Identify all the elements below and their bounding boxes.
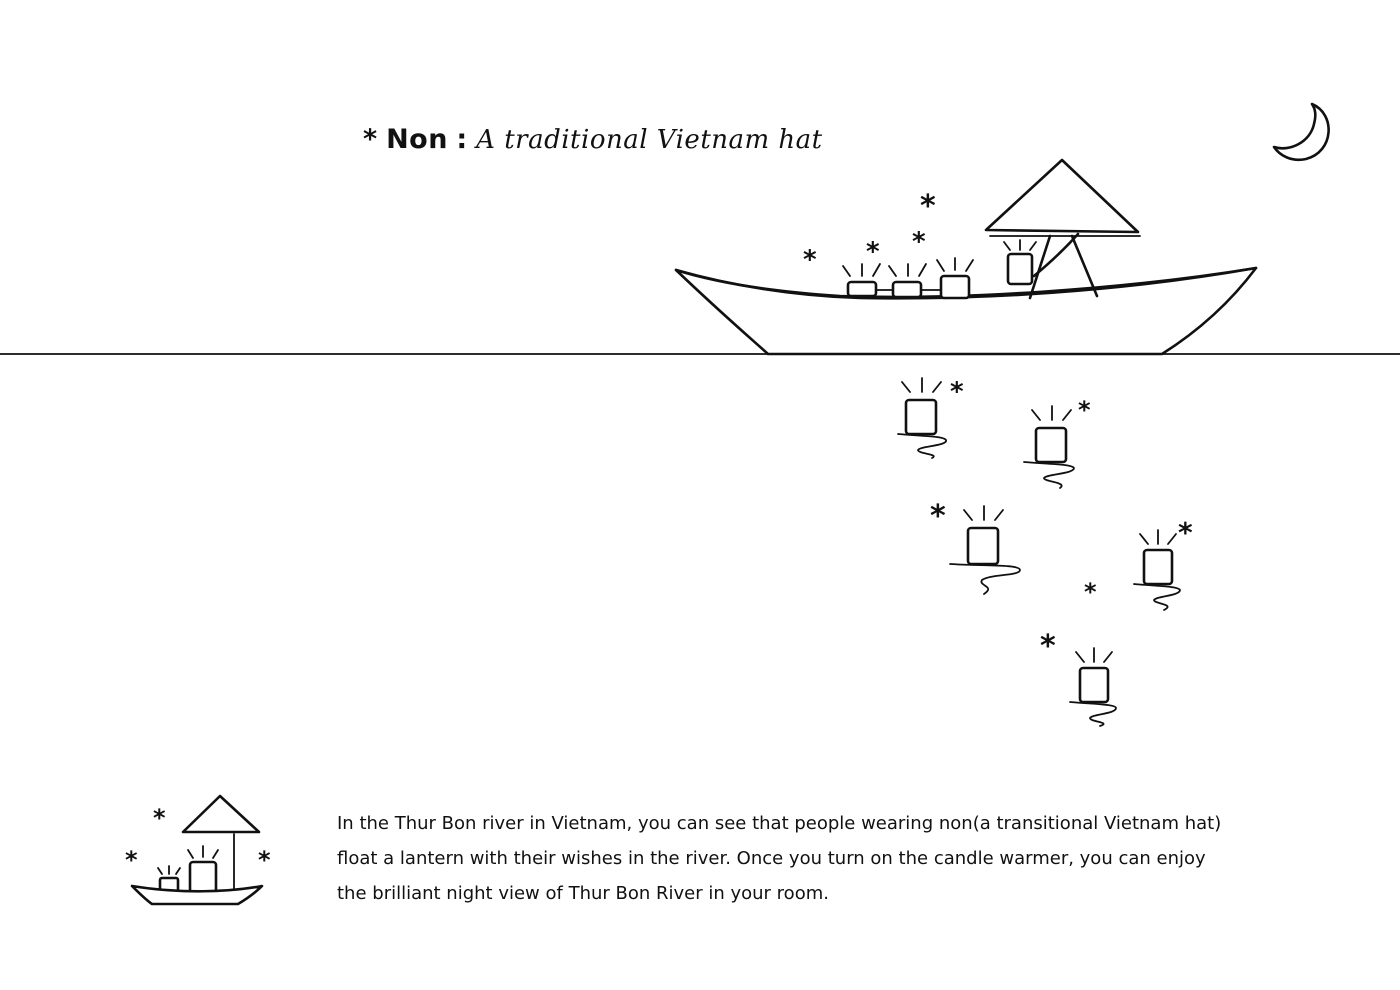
star-icon: * <box>258 846 271 874</box>
lantern-icon <box>1070 648 1116 726</box>
star-icon: * <box>920 189 936 224</box>
description-line-2: float a lantern with their wishes in the river. Once you turn on the candle warmer, you can enjoy <box>337 848 1206 869</box>
star-icon: * <box>912 227 926 257</box>
star-icon: * <box>153 804 166 832</box>
description-line-1: In the Thur Bon river in Vietnam, you can see that people wearing non(a transitional Vietnam hat) <box>337 813 1222 834</box>
lantern-icon <box>843 264 880 296</box>
lantern-icon <box>1134 530 1180 610</box>
lantern-icon <box>1004 240 1036 284</box>
star-icon: * <box>803 245 817 275</box>
caption <box>363 118 883 162</box>
lantern-icon <box>898 378 946 458</box>
caption-star: * <box>363 124 378 155</box>
caption-definition: A traditional Vietnam hat <box>476 125 823 155</box>
star-icon: * <box>866 237 880 267</box>
star-icon: * <box>950 377 964 407</box>
caption-separator: : <box>456 124 468 155</box>
moon-icon <box>1274 104 1329 160</box>
star-icon: * <box>1040 629 1056 664</box>
star-icon: * <box>930 499 946 534</box>
description <box>337 806 1237 911</box>
caption-key: Non <box>386 124 448 155</box>
description-line-3: the brilliant night view of Thur Bon River in your room. <box>337 883 829 904</box>
lantern-icon <box>1024 406 1074 488</box>
star-icon: * <box>1078 396 1091 424</box>
star-icon: * <box>1178 516 1193 549</box>
boat-icon <box>132 796 262 904</box>
star-icon: * <box>1084 578 1097 606</box>
lantern-icon <box>889 264 926 297</box>
star-icon: * <box>125 846 138 874</box>
lantern-icon <box>950 506 1020 594</box>
lantern-icon <box>937 258 973 298</box>
